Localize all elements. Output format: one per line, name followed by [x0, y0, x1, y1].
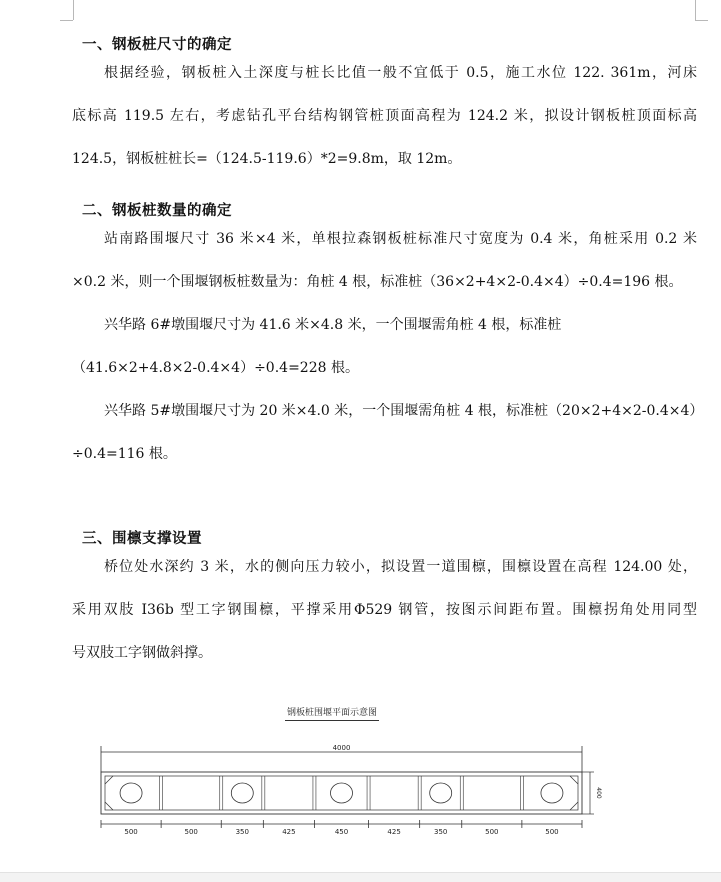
- outer-wall: [101, 772, 582, 814]
- margin-mark-top-left: [73, 0, 74, 20]
- section-3-line-3: 号双肢工字钢做斜撑。: [72, 645, 212, 661]
- section-1-line-2: 底标高 119.5 左右，考虑钻孔平台结构钢管桩顶面高程为 124.2 米，拟设计钢板桩顶面标高: [72, 108, 697, 124]
- section-3-paragraph: [72, 546, 697, 675]
- segment-dimension-label: 450: [334, 828, 349, 836]
- height-dimension-label: 400: [595, 787, 602, 799]
- section-1-line-1: 根据经验，钢板桩入土深度与桩长比值一般不宜低于 0.5，施工水位 122. 361m，河床: [104, 65, 697, 81]
- pile-circle: [430, 783, 452, 803]
- segment-dimension-label: 500: [485, 828, 499, 836]
- corner-brace-bl: [105, 802, 113, 810]
- segment-dimension-label: 500: [124, 828, 138, 836]
- section-1-heading: 一、钢板桩尺寸的确定: [82, 37, 232, 53]
- corner-brace-tr: [570, 776, 578, 784]
- section-2-line-5: 兴华路 5#墩围堰尺寸为 20 米×4.0 米，一个围堰需角桩 4 根，标准桩（20×2+4×2-0.4×4）: [104, 403, 704, 419]
- segment-dimension-label: 350: [235, 828, 249, 836]
- section-1-paragraph: [72, 52, 697, 181]
- section-3-line-2: 采用双肢 I36b 型工字钢围檩，平撑采用Φ529 钢管，按图示间距布置。围檩拐角处用同型: [72, 602, 697, 618]
- total-dimension-label: 4000: [332, 744, 351, 752]
- section-2-heading: 二、钢板桩数量的确定: [82, 203, 232, 219]
- segment-dimension-label: 425: [282, 828, 296, 836]
- pile-circle: [231, 783, 253, 803]
- section-2-line-6: ÷0.4=116 根。: [72, 446, 177, 462]
- corner-brace-tl: [105, 776, 113, 784]
- cofferdam-plan-figure: [92, 700, 602, 840]
- section-1-line-3: 124.5，钢板桩桩长=（124.5-119.6）*2=9.8m，取 12m。: [72, 151, 462, 167]
- section-2-line-1: 站南路围堰尺寸 36 米×4 米，单根拉森钢板桩标准尺寸宽度为 0.4 米，角桩采用 0.2 米: [104, 231, 697, 247]
- section-2-paragraph: [72, 218, 704, 476]
- margin-mark-top-right-h: [695, 20, 708, 21]
- section-3-line-1: 桥位处水深约 3 米，水的侧向压力较小，拟设置一道围檩，围檩设置在高程 124.00 处，: [104, 559, 697, 575]
- section-2-line-2: ×0.2 米，则一个围堰钢板桩数量为：角桩 4 根，标准桩（36×2+4×2-0.4×4）÷0.4=196 根。: [72, 274, 683, 290]
- pile-circle: [541, 783, 563, 803]
- inner-purlin: [105, 776, 578, 810]
- pile-circle: [120, 783, 142, 803]
- drawing-layer: [101, 744, 602, 836]
- segment-dimension-label: 500: [545, 828, 559, 836]
- margin-mark-top-left-h: [60, 20, 73, 21]
- cofferdam-drawing: [92, 700, 602, 840]
- segment-dimension-label: 500: [184, 828, 198, 836]
- segment-dimension-label: 425: [387, 828, 401, 836]
- segment-dimension-label: 350: [434, 828, 448, 836]
- section-2-line-4: （41.6×2+4.8×2-0.4×4）÷0.4=228 根。: [72, 360, 359, 376]
- section-2-line-3: 兴华路 6#墩围堰尺寸为 41.6 米×4.8 米，一个围堰需角桩 4 根，标准桩: [104, 317, 562, 333]
- section-3-heading: 三、围檩支撑设置: [82, 531, 202, 547]
- pile-circle: [331, 783, 353, 803]
- corner-brace-br: [570, 802, 578, 810]
- figure-title: 钢板桩围堰平面示意图: [286, 708, 377, 718]
- margin-mark-top-right: [695, 0, 696, 20]
